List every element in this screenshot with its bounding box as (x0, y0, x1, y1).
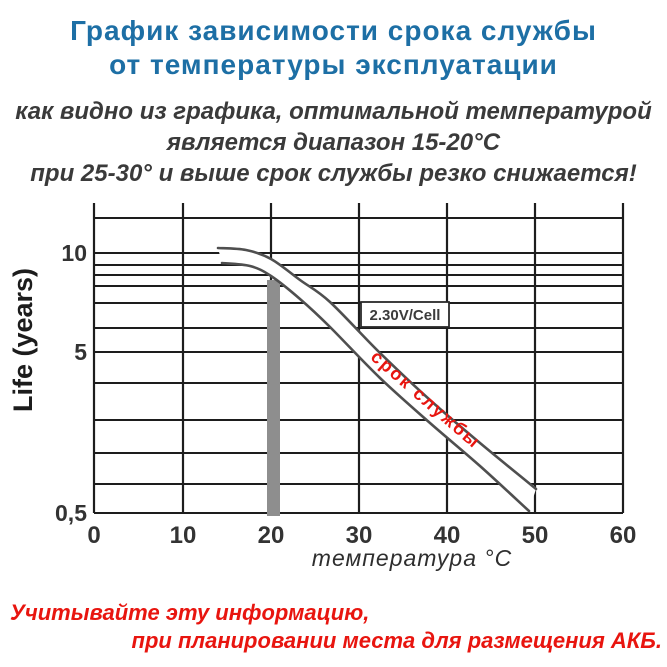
footer-line-1: Учитывайте эту информацию, (10, 600, 370, 625)
y-tick-label: 0,5 (55, 500, 87, 526)
note-line-3: при 25-30° и выше срок службы резко снижается! (30, 160, 637, 187)
life-band-fill (218, 248, 536, 511)
x-tick-label: 10 (169, 522, 197, 549)
voltage-annotation: 2.30V/Cell (369, 307, 441, 324)
x-tick-label: 50 (521, 522, 549, 549)
band-label: срок службы (367, 346, 485, 453)
optimal-temp-bar (267, 280, 280, 516)
footer-note (10, 599, 662, 655)
x-tick-label: 0 (87, 522, 101, 549)
x-tick-label: 60 (609, 522, 637, 549)
chart-generated-layer (55, 203, 636, 549)
x-axis-label: температура °C (311, 545, 513, 571)
title-line-1: График зависимости срока службы (70, 15, 597, 46)
footer-line-2: при планировании места для размещения АКБ. (131, 628, 662, 653)
y-tick-label: 10 (61, 240, 87, 266)
note-line-1: как видно из графика, оптимальной температурой (15, 98, 652, 125)
note-line-2: является диапазон 15-20°C (166, 129, 501, 156)
x-tick-label: 20 (257, 522, 285, 549)
x-tick-label: 30 (345, 522, 373, 549)
y-axis-label: Life (years) (8, 267, 38, 413)
x-tick-label: 40 (433, 522, 461, 549)
title-line-2: от температуры эксплуатации (109, 49, 558, 80)
y-tick-label: 5 (74, 339, 87, 365)
